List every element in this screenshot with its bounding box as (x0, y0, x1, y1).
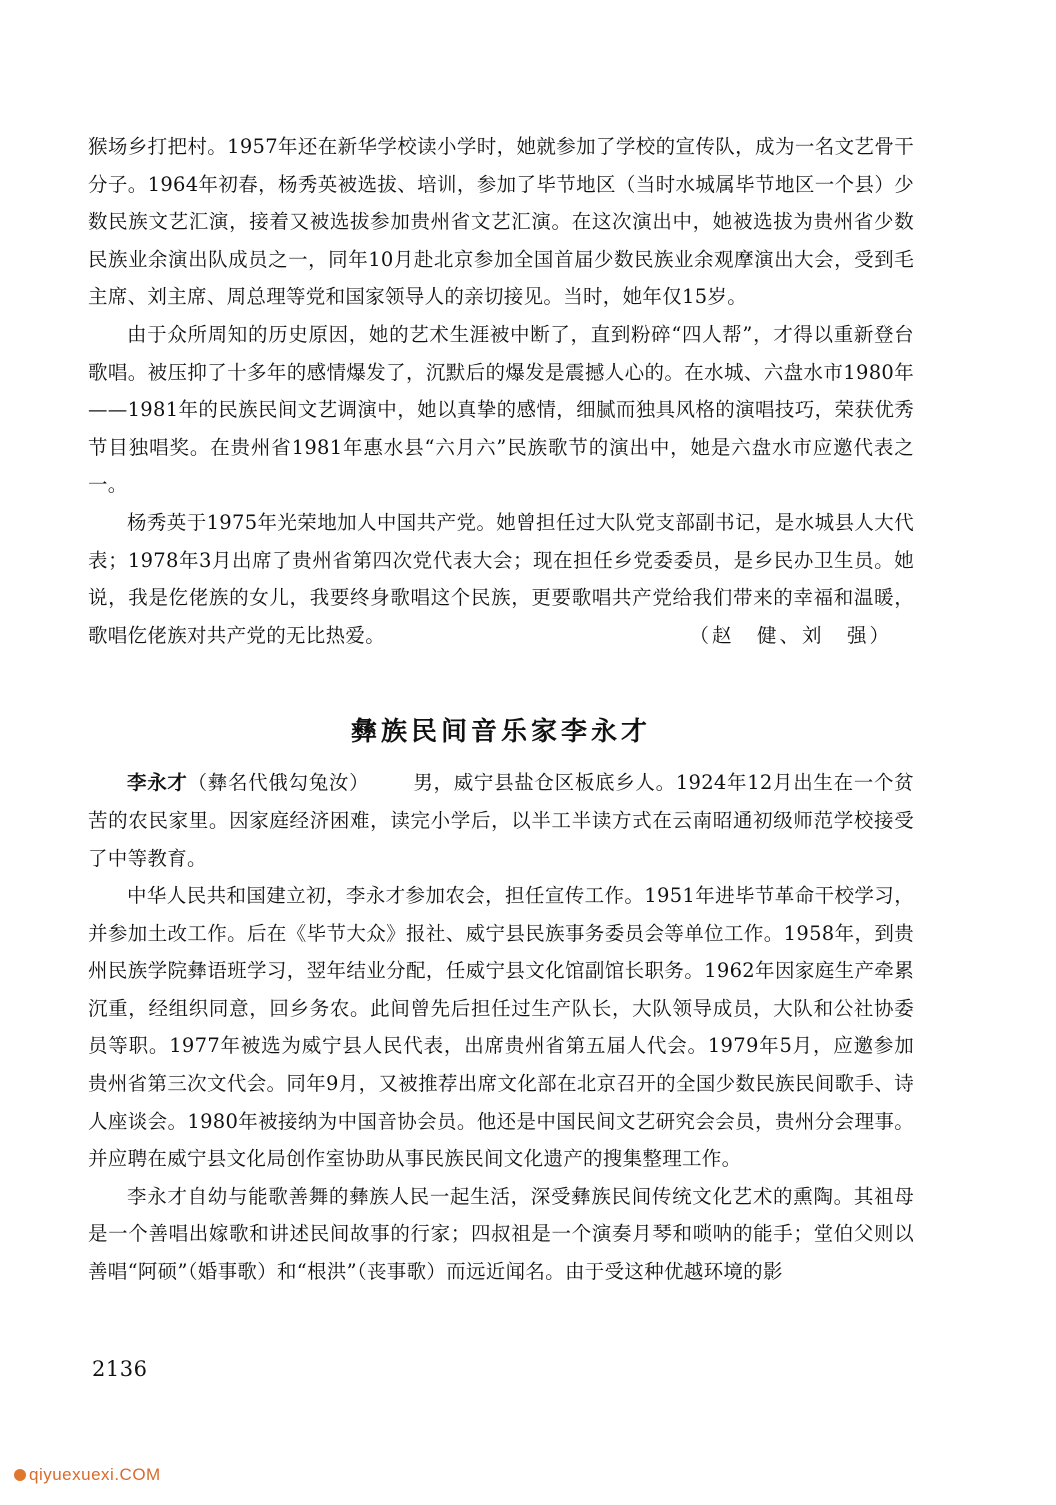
watermark-text: qiyuexuexi.COM (29, 1465, 161, 1484)
author-signature: （赵 健、刘 强） (689, 623, 892, 647)
person-name: 李永才 (127, 771, 188, 795)
section-title: 彝族民间音乐家李永才 (350, 717, 651, 748)
intro-paragraph (88, 764, 914, 877)
paragraph-party (88, 504, 914, 654)
paragraph-career: 中华人民共和国建立初，李永才参加农会，担任宣传工作。1951年进毕节革命干校学习，并参加土改工作。后在《毕节大众》报社、威宁县民族事务委员会等单位工作。1958年，到贵州民族学院彝语班学习，翌年结业分配，任威宁县文化馆副馆长职务。1962年因家庭生产牵累沉重，经组织同意，回乡务农。此间曾先后担任过生产队长，大队领导成员，大队和公社协委员等职。1977年被选为威宁县人民代表，出席贵州省第五届人代会。1979年5月，应邀参加贵州省第三次文代会。同年9月，又被推荐出席文化部在北京召开的全国少数民族民间歌手、诗人座谈会。1980年被接纳为中国音协会员。他还是中国民间文艺研究会会员，贵州分会理事。并应聘在威宁县文化局创作室协助从事民族民间文化遗产的搜集整理工作。 (88, 884, 914, 1171)
site-watermark (14, 1465, 161, 1485)
paragraph-continued: 猴场乡打把村。1957年还在新华学校读小学时，她就参加了学校的宣传队，成为一名文艺骨干分子。1964年初春，杨秀英被选拔、培训，参加了毕节地区（当时水城属毕节地区一个县）少数民族文艺汇演，接着又被选拔参加贵州省文艺汇演。在这次演出中，她被选拔为贵州省少数民族业余演出队成员之一，同年10月赴北京参加全国首届少数民族业余观摩演出大会，受到毛主席、刘主席、周总理等党和国家领导人的亲切接见。当时，她年仅15岁。 (88, 135, 914, 309)
paragraph-childhood: 李永才自幼与能歌善舞的彝族人民一起生活，深受彝族民间传统文化艺术的熏陶。其祖母是一个善唱出嫁歌和讲述民间故事的行家；四叔祖是一个演奏月琴和唢呐的能手；堂伯父则以善唱“阿硕”（婚事歌）和“根洪”（丧事歌）而远近闻名。由于受这种优越环境的影 (88, 1184, 914, 1284)
person-alias: （彝名代俄勾兔汝） (187, 771, 370, 795)
paragraph-party-text: 杨秀英于1975年光荣地加人中国共产党。她曾担任过大队党支部副书记，是水城县人大代表；1978年3月出席了贵州省第四次党代表大会；现在担任乡党委委员，是乡民办卫生员。她说，我是仡佬族的女儿，我要终身歌唱这个民族，更要歌唱共产党给我们带来的幸福和温暖，歌唱仡佬族对共产党的无比热爱。 (88, 510, 914, 647)
intro-text: 男，威宁县盐仓区板底乡人。1924年12月出生在一个贫苦的农民家里。因家庭经济困难，读完小学后，以半工半读方式在云南昭通初级师范学校接受了中等教育。 (88, 771, 914, 870)
page-body (88, 128, 914, 1291)
paragraph-history: 由于众所周知的历史原因，她的艺术生涯被中断了，直到粉碎“四人帮”，才得以重新登台歌唱。被压抑了十多年的感情爆发了，沉默后的爆发是震撼人心的。在水城、六盘水市1980年——1981年的民族民间文艺调演中，她以真挚的感情，细腻而独具风格的演唱技巧，荣获优秀节目独唱奖。在贵州省1981年惠水县“六月六”民族歌节的演出中，她是六盘水市应邀代表之一。 (88, 322, 914, 497)
watermark-logo-icon (14, 1469, 26, 1481)
page-number: 2136 (92, 1357, 148, 1381)
